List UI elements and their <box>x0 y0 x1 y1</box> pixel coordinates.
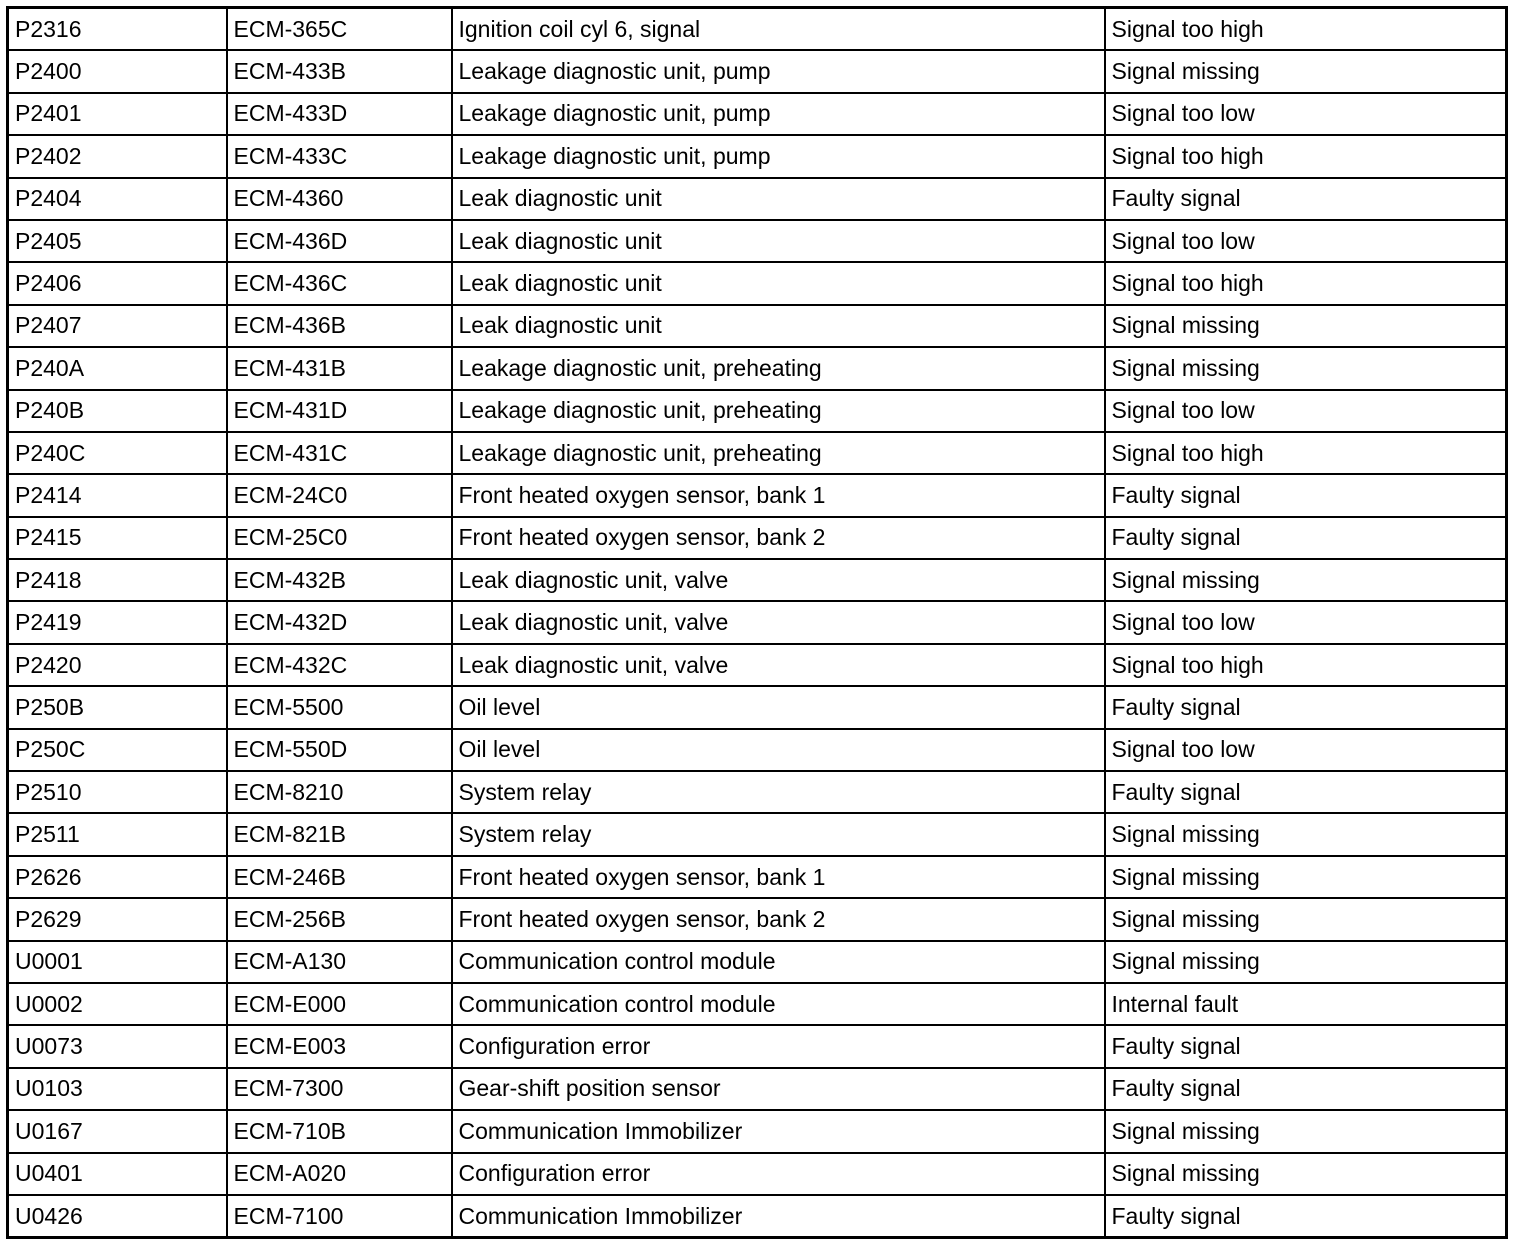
fault-status-cell: Signal too low <box>1105 729 1507 771</box>
ecm-code-cell: ECM-E000 <box>227 983 452 1025</box>
ecm-code-cell: ECM-246B <box>227 856 452 898</box>
ecm-code-cell: ECM-A130 <box>227 941 452 983</box>
component-cell: System relay <box>452 813 1105 855</box>
fault-status-cell: Faulty signal <box>1105 474 1507 516</box>
table-row <box>8 1068 1507 1110</box>
fault-status-cell: Signal missing <box>1105 1110 1507 1152</box>
table-row <box>8 178 1507 220</box>
fault-status-cell: Signal missing <box>1105 856 1507 898</box>
dtc-code-cell: P2407 <box>8 305 227 347</box>
component-cell: Communication control module <box>452 941 1105 983</box>
table-row <box>8 347 1507 389</box>
component-cell: Leakage diagnostic unit, pump <box>452 93 1105 135</box>
table-row <box>8 644 1507 686</box>
fault-status-cell: Signal missing <box>1105 305 1507 347</box>
dtc-code-cell: U0001 <box>8 941 227 983</box>
component-cell: Leak diagnostic unit <box>452 305 1105 347</box>
fault-status-cell: Faulty signal <box>1105 1195 1507 1238</box>
table-row <box>8 1195 1507 1238</box>
table-row <box>8 898 1507 940</box>
component-cell: Gear-shift position sensor <box>452 1068 1105 1110</box>
table-row <box>8 686 1507 728</box>
component-cell: Leakage diagnostic unit, pump <box>452 50 1105 92</box>
component-cell: Front heated oxygen sensor, bank 2 <box>452 517 1105 559</box>
dtc-code-cell: P2415 <box>8 517 227 559</box>
component-cell: Communication control module <box>452 983 1105 1025</box>
table-row <box>8 941 1507 983</box>
fault-status-cell: Faulty signal <box>1105 1025 1507 1067</box>
dtc-code-cell: P2511 <box>8 813 227 855</box>
ecm-code-cell: ECM-436D <box>227 220 452 262</box>
component-cell: Front heated oxygen sensor, bank 1 <box>452 856 1105 898</box>
ecm-code-cell: ECM-8210 <box>227 771 452 813</box>
ecm-code-cell: ECM-5500 <box>227 686 452 728</box>
ecm-code-cell: ECM-821B <box>227 813 452 855</box>
component-cell: Configuration error <box>452 1025 1105 1067</box>
ecm-code-cell: ECM-433C <box>227 135 452 177</box>
dtc-code-cell: U0103 <box>8 1068 227 1110</box>
dtc-code-cell: P250B <box>8 686 227 728</box>
component-cell: Leak diagnostic unit <box>452 220 1105 262</box>
ecm-code-cell: ECM-7100 <box>227 1195 452 1238</box>
table-row <box>8 135 1507 177</box>
dtc-code-cell: P2510 <box>8 771 227 813</box>
component-cell: System relay <box>452 771 1105 813</box>
fault-status-cell: Faulty signal <box>1105 178 1507 220</box>
dtc-code-cell: U0426 <box>8 1195 227 1238</box>
ecm-code-cell: ECM-431D <box>227 390 452 432</box>
table-row <box>8 93 1507 135</box>
component-cell: Leak diagnostic unit <box>452 262 1105 304</box>
dtc-table-body <box>8 8 1507 1238</box>
fault-status-cell: Signal missing <box>1105 50 1507 92</box>
component-cell: Communication Immobilizer <box>452 1195 1105 1238</box>
dtc-code-cell: P2402 <box>8 135 227 177</box>
dtc-code-cell: P2405 <box>8 220 227 262</box>
dtc-code-cell: P2406 <box>8 262 227 304</box>
dtc-code-cell: P2629 <box>8 898 227 940</box>
fault-status-cell: Signal too low <box>1105 601 1507 643</box>
dtc-code-cell: U0002 <box>8 983 227 1025</box>
fault-status-cell: Signal too high <box>1105 432 1507 474</box>
ecm-code-cell: ECM-25C0 <box>227 517 452 559</box>
component-cell: Leak diagnostic unit, valve <box>452 601 1105 643</box>
fault-status-cell: Signal missing <box>1105 898 1507 940</box>
fault-status-cell: Faulty signal <box>1105 771 1507 813</box>
ecm-code-cell: ECM-365C <box>227 8 452 51</box>
component-cell: Front heated oxygen sensor, bank 2 <box>452 898 1105 940</box>
table-row <box>8 601 1507 643</box>
fault-status-cell: Signal too high <box>1105 8 1507 51</box>
fault-status-cell: Faulty signal <box>1105 1068 1507 1110</box>
component-cell: Leakage diagnostic unit, preheating <box>452 432 1105 474</box>
table-row <box>8 1153 1507 1195</box>
table-row <box>8 220 1507 262</box>
fault-status-cell: Signal too low <box>1105 93 1507 135</box>
component-cell: Leak diagnostic unit, valve <box>452 559 1105 601</box>
table-row <box>8 432 1507 474</box>
table-row <box>8 474 1507 516</box>
table-row <box>8 813 1507 855</box>
dtc-code-cell: P2420 <box>8 644 227 686</box>
table-row <box>8 8 1507 51</box>
dtc-code-cell: P2401 <box>8 93 227 135</box>
table-row <box>8 983 1507 1025</box>
fault-status-cell: Signal too low <box>1105 220 1507 262</box>
table-row <box>8 771 1507 813</box>
ecm-code-cell: ECM-431C <box>227 432 452 474</box>
ecm-code-cell: ECM-436B <box>227 305 452 347</box>
ecm-code-cell: ECM-431B <box>227 347 452 389</box>
dtc-code-cell: P2414 <box>8 474 227 516</box>
fault-status-cell: Signal missing <box>1105 1153 1507 1195</box>
dtc-code-cell: P2626 <box>8 856 227 898</box>
ecm-code-cell: ECM-433D <box>227 93 452 135</box>
component-cell: Configuration error <box>452 1153 1105 1195</box>
fault-status-cell: Signal too low <box>1105 390 1507 432</box>
dtc-code-cell: U0073 <box>8 1025 227 1067</box>
component-cell: Ignition coil cyl 6, signal <box>452 8 1105 51</box>
component-cell: Front heated oxygen sensor, bank 1 <box>452 474 1105 516</box>
dtc-code-cell: P250C <box>8 729 227 771</box>
ecm-code-cell: ECM-432B <box>227 559 452 601</box>
fault-status-cell: Signal missing <box>1105 941 1507 983</box>
table-row <box>8 729 1507 771</box>
ecm-code-cell: ECM-432C <box>227 644 452 686</box>
fault-status-cell: Signal too high <box>1105 644 1507 686</box>
ecm-code-cell: ECM-A020 <box>227 1153 452 1195</box>
dtc-code-cell: U0167 <box>8 1110 227 1152</box>
table-row <box>8 305 1507 347</box>
table-row <box>8 1110 1507 1152</box>
ecm-code-cell: ECM-4360 <box>227 178 452 220</box>
component-cell: Leakage diagnostic unit, pump <box>452 135 1105 177</box>
dtc-code-cell: P240B <box>8 390 227 432</box>
dtc-code-cell: P240C <box>8 432 227 474</box>
fault-status-cell: Signal too high <box>1105 262 1507 304</box>
table-row <box>8 517 1507 559</box>
component-cell: Leak diagnostic unit <box>452 178 1105 220</box>
ecm-code-cell: ECM-7300 <box>227 1068 452 1110</box>
dtc-code-cell: U0401 <box>8 1153 227 1195</box>
ecm-code-cell: ECM-550D <box>227 729 452 771</box>
dtc-code-cell: P2404 <box>8 178 227 220</box>
dtc-table <box>6 6 1508 1239</box>
component-cell: Leak diagnostic unit, valve <box>452 644 1105 686</box>
table-row <box>8 390 1507 432</box>
fault-status-cell: Internal fault <box>1105 983 1507 1025</box>
dtc-code-cell: P240A <box>8 347 227 389</box>
component-cell: Leakage diagnostic unit, preheating <box>452 390 1105 432</box>
component-cell: Oil level <box>452 729 1105 771</box>
fault-status-cell: Signal missing <box>1105 559 1507 601</box>
component-cell: Oil level <box>452 686 1105 728</box>
ecm-code-cell: ECM-436C <box>227 262 452 304</box>
table-row <box>8 856 1507 898</box>
ecm-code-cell: ECM-433B <box>227 50 452 92</box>
table-row <box>8 1025 1507 1067</box>
component-cell: Communication Immobilizer <box>452 1110 1105 1152</box>
fault-status-cell: Signal missing <box>1105 813 1507 855</box>
ecm-code-cell: ECM-432D <box>227 601 452 643</box>
ecm-code-cell: ECM-24C0 <box>227 474 452 516</box>
fault-status-cell: Signal missing <box>1105 347 1507 389</box>
table-row <box>8 50 1507 92</box>
fault-status-cell: Faulty signal <box>1105 686 1507 728</box>
dtc-code-cell: P2316 <box>8 8 227 51</box>
dtc-code-cell: P2418 <box>8 559 227 601</box>
dtc-code-cell: P2400 <box>8 50 227 92</box>
table-row <box>8 262 1507 304</box>
fault-status-cell: Faulty signal <box>1105 517 1507 559</box>
dtc-code-cell: P2419 <box>8 601 227 643</box>
ecm-code-cell: ECM-256B <box>227 898 452 940</box>
component-cell: Leakage diagnostic unit, preheating <box>452 347 1105 389</box>
ecm-code-cell: ECM-E003 <box>227 1025 452 1067</box>
table-row <box>8 559 1507 601</box>
ecm-code-cell: ECM-710B <box>227 1110 452 1152</box>
fault-status-cell: Signal too high <box>1105 135 1507 177</box>
